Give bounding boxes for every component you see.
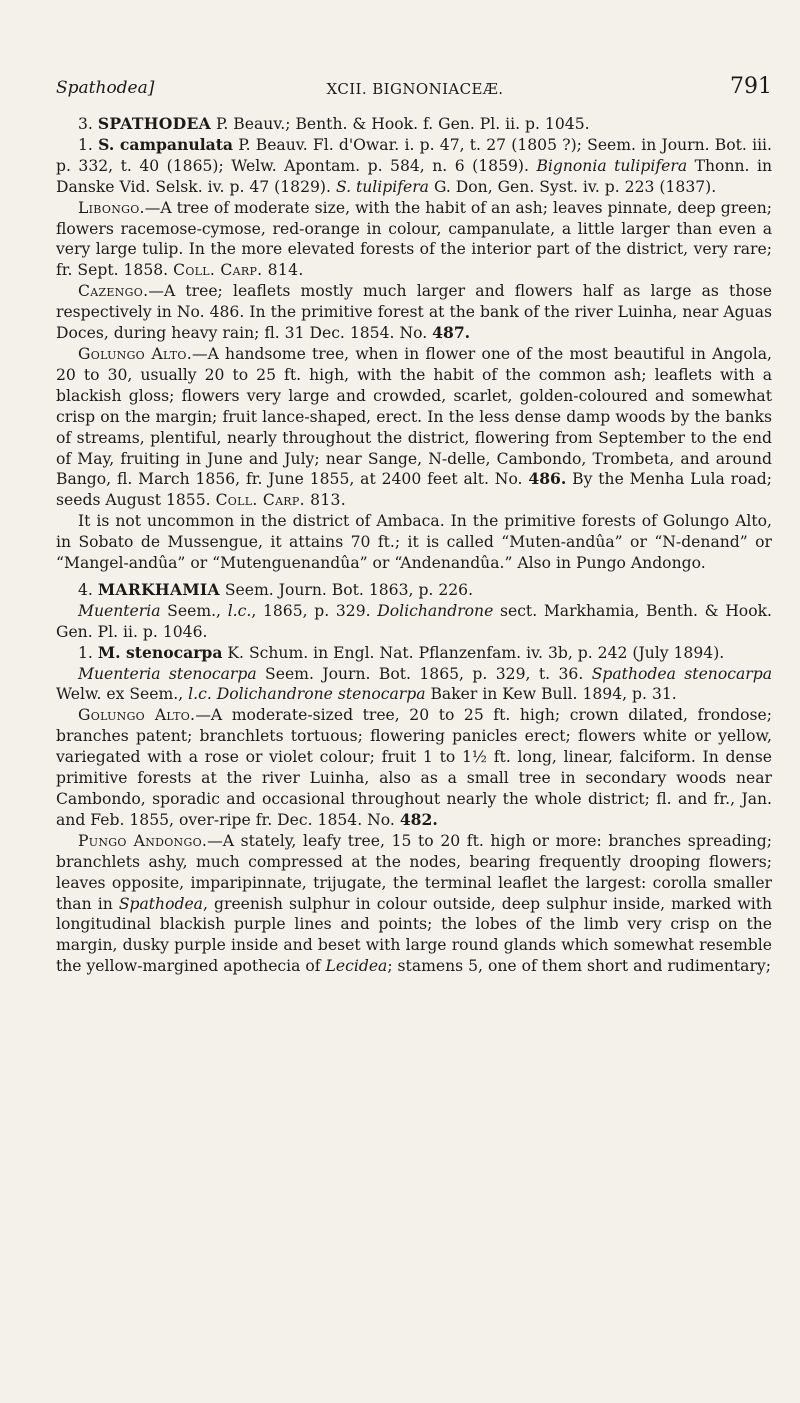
genus-heading-markhamia: 4. MARKHAMIA Seem. Journ. Bot. 1863, p. 226. [78,579,474,599]
running-head [56,72,774,102]
page-number: 791 [730,74,772,99]
locality-pungo-andongo: Pungo Andongo.—A stately, leafy tree, 15 to 20 ft. high or more: branches spreading; branchlets ashy, much compressed at the nodes, bearing frequently drooping flowers; leaves opposite, imparipinnate, trijugate, the terminal leaflet the largest: corolla smaller than in Spathodea, greenish sulphur in colour outside, deep sulphur inside, marked with longitudinal blackish purple lines and points; the lobes of the limb very crisp on the margin, dusky purple inside and beset with large round glands which somewhat resemble the yellow-margined apothecia of Lecidea; stamens 5, one of them short and rudimentary; [56,831,772,976]
genus-heading-spathodea: 3. SPATHODEA P. Beauv.; Benth. & Hook. f. Gen. Pl. ii. p. 1045. [78,114,590,133]
locality-libongo: Libongo.—A tree of moderate size, with the habit of an ash; leaves pinnate, deep green; flowers racemose-cymose, red-orange in colour, campanulate, a little larger than even a very large tulip. In the more elevated forests of the interior part of the district, very rare; fr. Sept. 1858. Coll. Carp. 814. [56,198,772,280]
locality-golungo-alto-markhamia: Golungo Alto.—A moderate-sized tree, 20 to 25 ft. high; crown dilated, frondose; branches patent; branchlets tortuous; flowering panicles erect; flowers white or yellow, variegated with a rose or violet colour; fruit 1 to 1½ ft. long, linear, falciform. In dense primitive forests at the river Luinha, also as a small tree in secondary woods near Cambondo, sporadic and occasional throughout nearly the whole district; fl. and fr., Jan. and Feb. 1855, over-ripe fr. Dec. 1854. No. 482. [56,706,773,829]
note-ambaca: It is not uncommon in the district of Ambaca. In the primitive forests of Golungo Alto, in Sobato de Mussengue, it attains 70 ft.; it is called “Muten-andûa” or “N-denand” or “Mangel-andûa” or “Mutenguenandûa” or “Andenandûa.” Also in Pungo Andongo. [56,512,772,573]
species-entry-campanulata: 1. S. campanulata P. Beauv. Fl. d'Owar. i. p. 47, t. 27 (1805 ?); Seem. in Journ. Bot. iii. p. 332, t. 40 (1865); Welw. Apontam. p. 584, n. 6 (1859). Bignonia tulipifera Thonn. in Danske Vid. Selsk. iv. p. 47 (1829). S. tulipifera G. Don, Gen. Syst. iv. p. 223 (1837). [56,134,772,196]
locality-golungo-alto: Golungo Alto.—A handsome tree, when in flower one of the most beautiful in Angola, 20 to 30, usually 20 to 25 ft. high, with the habit of the common ash; leaflets with a blackish gloss; flowers very large and crowded, scarlet, golden-coloured and somewhat crisp on the margin; fruit lance-shaped, erect. In the less dense damp woods by the banks of streams, plentiful, nearly throughout the district, flowering from September to the end of May, fruiting in June and July; near Sange, N-delle, Cambondo, Trombeta, and around Bango, fl. March 1856, fr. June 1855, at 2400 feet alt. No. 486. By the Menha Lula road; seeds August 1855. Coll. Carp. 813. [56,344,773,510]
genus-synonyms: Muenteria Seem., l.c., 1865, p. 329. Dolichandrone sect. Markhamia, Benth. & Hook. Gen. Pl. ii. p. 1046. [56,601,772,641]
running-head-family: XCII. BIGNONIACEÆ. [326,80,504,98]
page-body [56,114,772,977]
species-entry-stenocarpa: 1. M. stenocarpa K. Schum. in Engl. Nat. Pflanzenfam. iv. 3b, p. 242 (July 1894). [78,642,725,662]
locality-cazengo: Cazengo.—A tree; leaflets mostly much larger and flowers half as large as those respectively in No. 486. In the primitive forest at the bank of the river Luinha, near Aguas Doces, during heavy rain; fl. 31 Dec. 1854. No. 487. [56,282,772,343]
species-synonyms: Muenteria stenocarpa Seem. Journ. Bot. 1865, p. 329, t. 36. Spathodea stenocarpa Welw. ex Seem., l.c. Dolichandrone stenocarpa Baker in Kew Bull. 1894, p. 31. [56,664,772,704]
running-head-genus: Spathodea] [56,78,155,98]
